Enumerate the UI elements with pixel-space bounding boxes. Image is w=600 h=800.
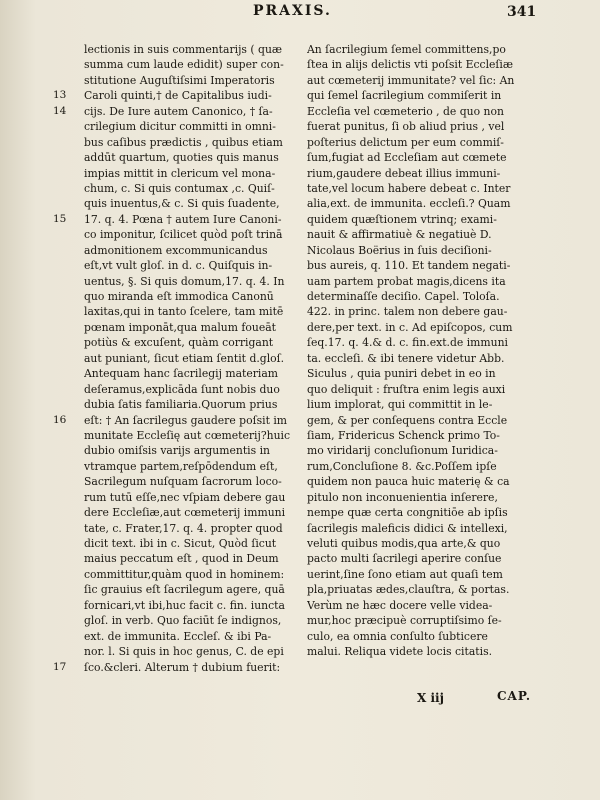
- text-line: potiùs & excuſent, quàm corrigant: [84, 336, 274, 350]
- text-line: stitutione Auguſtiſsimi Imperatoris: [84, 73, 275, 87]
- text-line: mo viridarij concluſionum Iuridica-: [307, 444, 498, 458]
- text-line: rum,Concluſione 8. &c.Poſſem ipſe: [307, 459, 497, 473]
- text-line: crilegium dicitur committi in omni-: [84, 120, 276, 134]
- margin-note-number: 15: [53, 212, 67, 225]
- text-line: culo, ea omnia conſulto ſubticere: [307, 629, 488, 643]
- text-line: uerint,ſine ſono etiam aut quaſi tem: [307, 567, 503, 581]
- catchword: CAP.: [497, 689, 532, 703]
- text-line: munitate Eccleſię aut cœmeterij?huic: [84, 428, 291, 442]
- margin-note-number: 14: [53, 104, 67, 117]
- text-line: Caroli quinti,† de Capitalibus iudi-: [84, 89, 272, 103]
- text-line: co imponitur, ſcilicet quòd poſt trinā: [84, 228, 283, 242]
- text-line: quo miranda eſt immodica Canonū: [84, 290, 274, 303]
- text-line: gem, & per conſequens contra Eccle: [307, 413, 508, 427]
- text-line: ſum,fugiat ad Eccleſiam aut cœmete: [307, 151, 507, 165]
- text-line: eſt,vt vult gloſ. in d. c. Quiſquis in-: [84, 259, 273, 273]
- text-line: ſacrilegis maleficis didici & intellexi,: [307, 521, 508, 535]
- text-line: eſt: † An ſacrilegus gaudere poſsit im: [84, 413, 288, 427]
- text-line: quis inuentus,& c. Si quis ſuadente,: [84, 197, 280, 211]
- left-text-column: [84, 42, 297, 675]
- text-line: impias mittit in clericum vel mona-: [84, 166, 276, 180]
- text-line: alia,ext. de immunita. eccleſi.? Quam: [307, 197, 511, 211]
- text-line: aut puniant, ſicut etiam ſentit d.gloſ.: [84, 351, 285, 365]
- text-line: determinaſſe deciſio. Capel. Toloſa.: [307, 290, 500, 303]
- text-line: Nicolaus Boërius in ſuis deciſioni-: [307, 243, 492, 257]
- text-line: ſco.&cleri. Alterum † dubium fuerit:: [84, 660, 281, 674]
- text-line: uam partem probat magis,dicens ita: [307, 274, 506, 288]
- text-line: summa cum laude edidit) super con-: [84, 58, 284, 72]
- page-number: 341: [507, 4, 537, 20]
- text-line: tate,vel locum habere debeat c. Inter: [307, 181, 511, 195]
- text-line: ſic grauius eſt ſacrilegum agere, quā: [84, 583, 285, 597]
- text-line: dere Eccleſiæ,aut cœmeterij immuni: [84, 506, 286, 520]
- text-line: laxitas,qui in tanto ſcelere, tam mitē: [84, 305, 284, 319]
- text-line: quo deliquit : fruſtra enim legis auxi: [307, 382, 506, 396]
- text-line: nor. l. Si quis in hoc genus, C. de epi: [84, 645, 284, 659]
- text-line: committitur,quàm quod in hominem:: [84, 567, 285, 581]
- text-line: nauit & affirmatiuè & negatiuè D.: [307, 228, 492, 242]
- text-line: pacto multi ſacrilegi aperire conſue: [307, 552, 502, 566]
- text-line: lium implorat, qui committit in le-: [307, 398, 493, 412]
- text-line: dere,per text. in c. Ad epiſcopos, cum: [307, 320, 513, 334]
- text-line: ext. de immunita. Eccleſ. & ibi Pa-: [84, 629, 272, 643]
- text-line: ta. eccleſi. & ibi tenere videtur Abb.: [307, 351, 505, 365]
- text-line: admonitionem excommunicandus: [84, 243, 268, 257]
- text-line: pœnam imponāt,qua malum foueāt: [84, 320, 277, 334]
- text-line: chum, c. Si quis contumax ,c. Quiſ-: [84, 181, 275, 195]
- text-line: Sacrilegum nuſquam ſacrorum loco-: [84, 475, 282, 489]
- text-line: pitulo non inconuenientia inſerere,: [307, 490, 498, 504]
- text-line: Antequam hanc ſacrilegij materiam: [84, 367, 279, 381]
- text-line: vtramque partem,reſpōdendum eſt,: [84, 459, 278, 473]
- running-head: PRAXIS.: [253, 3, 332, 19]
- text-line: rum tutū eſſe,nec vſpiam debere gau: [84, 490, 286, 504]
- text-line: 17. q. 4. Pœna † autem Iure Canoni-: [84, 212, 282, 226]
- page-header: [0, 3, 600, 27]
- text-line: qui ſemel ſacrilegium commiſerit in: [307, 89, 502, 103]
- text-line: ſtea in alijs delictis vti poſsit Eccleſiæ: [307, 58, 514, 72]
- text-line: malui. Reliqua videte locis citatis.: [307, 645, 493, 659]
- text-line: pla,priuatas ædes,clauſtra, & portas.: [307, 583, 510, 597]
- text-line: fuerat punitus, ſi ob aliud prius , vel: [307, 120, 505, 134]
- text-line: poſterius delictum per eum commiſ-: [307, 135, 504, 149]
- text-line: Siculus , quia puniri debet in eo in: [307, 367, 496, 381]
- text-line: dicit text. ibi in c. Sicut, Quòd ſicut: [84, 537, 277, 550]
- text-line: aut cœmeterij immunitate? vel ſic: An: [307, 73, 515, 87]
- text-line: tate, c. Frater,17. q. 4. propter quod: [84, 521, 283, 535]
- text-line: addūt quartum, quoties quis manus: [84, 151, 279, 165]
- margin-note-number: 16: [53, 413, 67, 426]
- margin-note-number: 17: [53, 661, 67, 673]
- text-line: An ſacrilegium ſemel committens,po: [307, 43, 506, 56]
- text-line: gloſ. in verb. Quo faciūt ſe indignos,: [84, 614, 282, 628]
- text-line: ſiam, Fridericus Schenck primo To-: [307, 428, 500, 442]
- text-line: Verùm ne hæc docere velle videa-: [307, 598, 493, 612]
- right-text-column: [307, 42, 531, 660]
- text-line: quidem quæſtionem vtrinq; exami-: [307, 212, 497, 226]
- text-line: rium,gaudere debeat illius immuni-: [307, 166, 501, 180]
- text-line: nempe quæ certa congnitiōe ab ipſis: [307, 506, 508, 520]
- text-line: mur,hoc præcipuè corruptiſsimo ſe-: [307, 614, 502, 628]
- margin-note-number: 13: [53, 89, 67, 102]
- text-line: uentus, §. Si quis domum,17. q. 4. In: [84, 274, 285, 288]
- text-line: cijs. De Iure autem Canonico, † ſa-: [84, 104, 273, 118]
- signature-mark: X iij: [417, 691, 444, 705]
- text-line: 422. in princ. talem non debere gau-: [307, 305, 508, 319]
- text-line: veluti quibus modis,qua arte,& quo: [307, 537, 501, 550]
- text-line: ſeq.17. q. 4.& d. c. fin.ext.de immuni: [307, 336, 508, 350]
- text-line: Eccleſia vel cœmeterio , de quo non: [307, 104, 504, 118]
- text-line: lectionis in suis commentarijs ( quæ: [84, 43, 283, 56]
- text-line: maius peccatum eſt , quod in Deum: [84, 552, 279, 566]
- text-line: bus caſibus prædictis , quibus etiam: [84, 135, 283, 149]
- text-line: deſeramus,explicāda ſunt nobis duo: [84, 382, 280, 396]
- text-line: quidem non pauca huic materię & ca: [307, 475, 510, 489]
- text-line: dubia ſatis familiaria.Quorum prius: [84, 398, 278, 412]
- text-line: dubio omiſsis varijs argumentis in: [84, 444, 271, 458]
- text-line: fornicari,vt ibi,huc facit c. fin. iuncta: [84, 598, 285, 612]
- text-line: bus aureis, q. 110. Et tandem negati-: [307, 259, 511, 273]
